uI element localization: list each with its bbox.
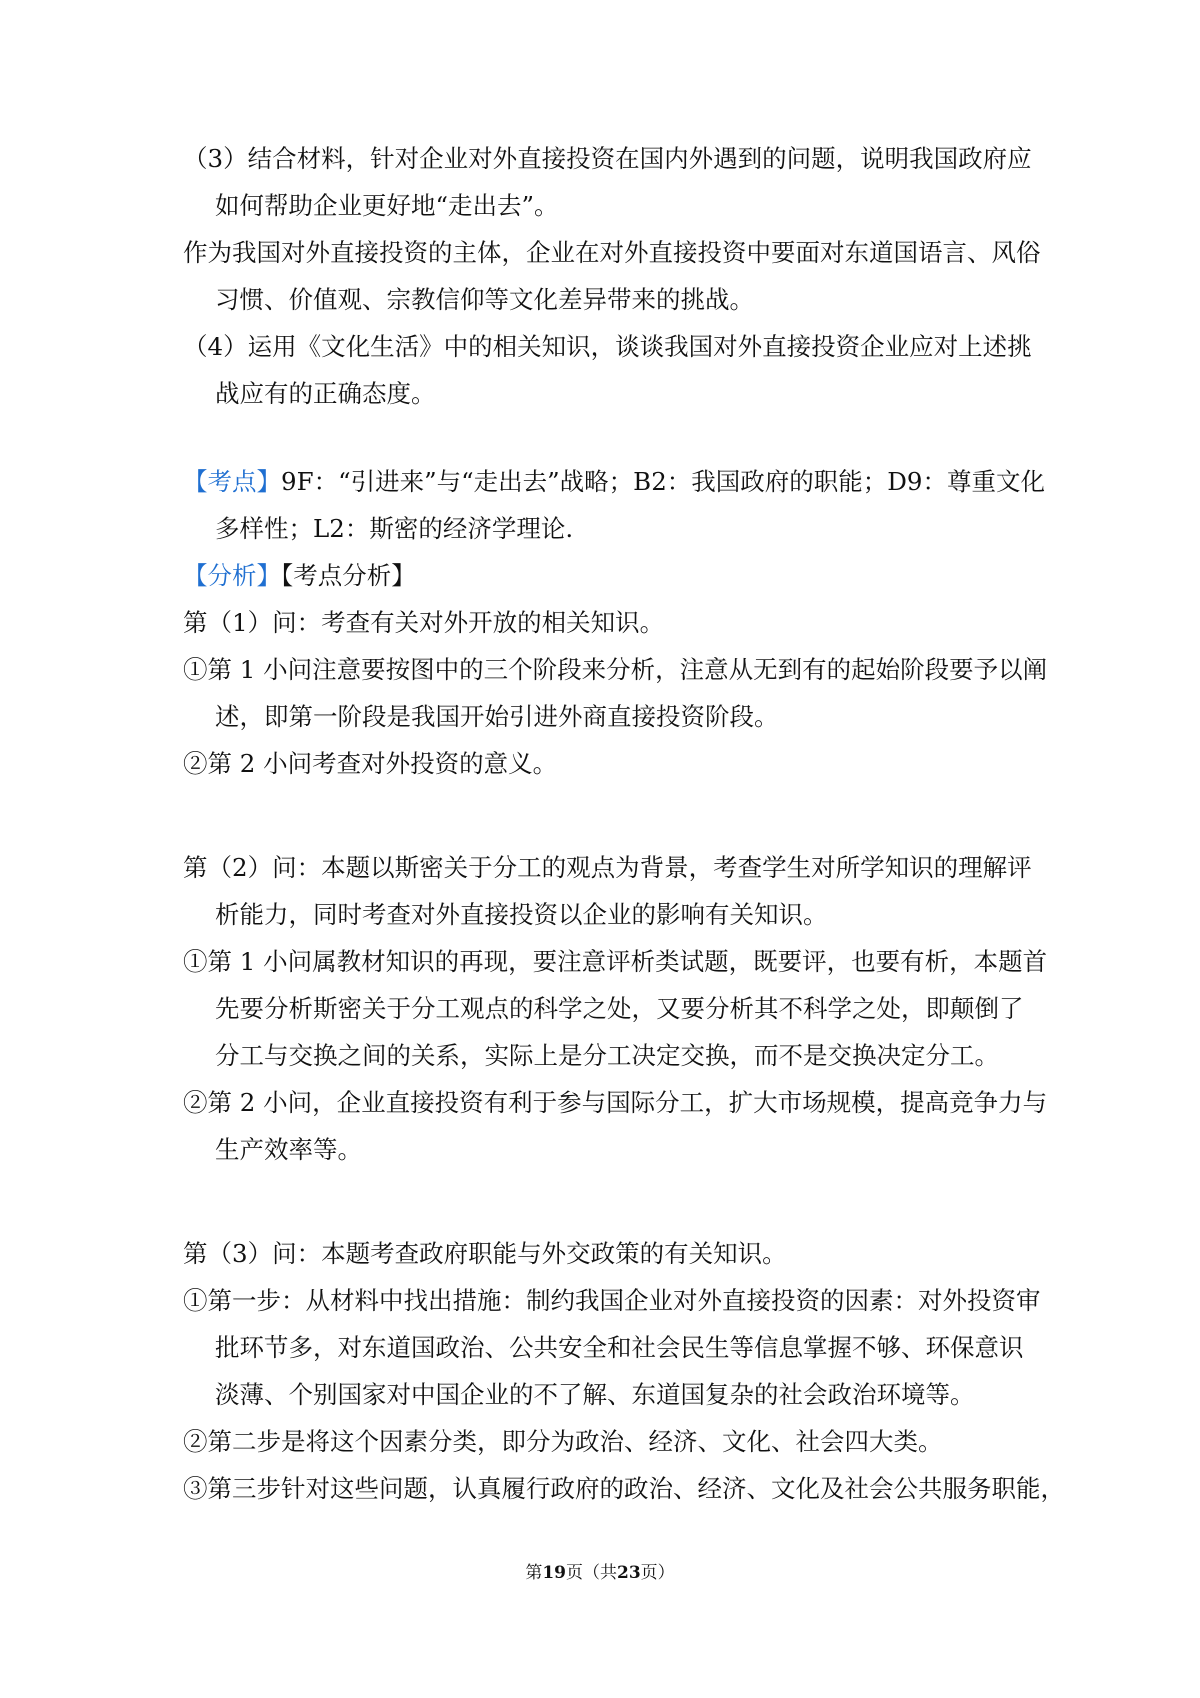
fenxi-label: 【考点分析】 (281, 561, 416, 590)
page-footer (0, 1562, 1200, 1584)
fenxi-line (183, 552, 1028, 599)
analysis-2-item-2-line-1: ②第 2 小问，企业直接投资有利于参与国际分工，扩大市场规模，提高竞争力与 (183, 1088, 1048, 1117)
material-paragraph (183, 229, 1041, 323)
material-line-2: 习惯、价值观、宗教信仰等文化差异带来的挑战。 (215, 285, 754, 314)
footer-middle: 页（共 (566, 1563, 617, 1583)
analysis-2-item-2-line-2: 生产效率等。 (215, 1135, 362, 1164)
analysis-2-head-line-1: 第（2）问：本题以斯密关于分工的观点为背景，考查学生对所学知识的理解评 (183, 853, 1032, 882)
fenxi-tag: 【分析】 (183, 561, 281, 590)
analysis-2-item-1-line-2: 先要分析斯密关于分工观点的科学之处，又要分析其不科学之处，即颠倒了 (215, 994, 1024, 1023)
analysis-2-item-1-line-1: ①第 1 小问属教材知识的再现，要注意评析类试题，既要评，也要有析，本题首 (183, 947, 1048, 976)
analysis-1-item-1-line-1: ①第 1 小问注意要按图中的三个阶段来分析，注意从无到有的起始阶段要予以阐 (183, 655, 1048, 684)
analysis-3 (183, 1230, 1065, 1512)
analysis-1-item-1-line-2: 述，即第一阶段是我国开始引进外商直接投资阶段。 (215, 702, 779, 731)
footer-page-number: 19 (542, 1563, 566, 1583)
question-4 (183, 323, 1032, 417)
footer-total-pages: 23 (617, 1563, 641, 1583)
analysis-2-item-1-line-3: 分工与交换之间的关系，实际上是分工决定交换，而不是交换决定分工。 (215, 1041, 999, 1070)
question-4-line-2: 战应有的正确态度。 (215, 379, 436, 408)
kaodian-section (183, 458, 1046, 552)
analysis-3-item-2: ②第二步是将这个因素分类，即分为政治、经济、文化、社会四大类。 (183, 1427, 943, 1456)
question-3-line-2: 如何帮助企业更好地“走出去”。 (215, 191, 559, 220)
kaodian-line-2: 多样性；L2：斯密的经济学理论. (215, 514, 574, 543)
analysis-3-item-1-line-3: 淡薄、个别国家对中国企业的不了解、东道国复杂的社会政治环境等。 (215, 1380, 975, 1409)
kaodian-line-1 (183, 458, 1046, 505)
analysis-3-head: 第（3）问：本题考查政府职能与外交政策的有关知识。 (183, 1239, 787, 1268)
question-3-line-1: （3）结合材料，针对企业对外直接投资在国内外遇到的问题，说明我国政府应 (183, 144, 1032, 173)
material-line-1: 作为我国对外直接投资的主体，企业在对外直接投资中要面对东道国语言、风俗 (183, 238, 1041, 267)
analysis-3-item-1-line-1: ①第一步：从材料中找出措施：制约我国企业对外直接投资的因素：对外投资审 (183, 1286, 1041, 1315)
analysis-2-head-line-2: 析能力，同时考查对外直接投资以企业的影响有关知识。 (215, 900, 828, 929)
question-4-line-1: （4）运用《文化生活》中的相关知识，谈谈我国对外直接投资企业应对上述挑 (183, 332, 1032, 361)
analysis-1 (183, 599, 1048, 787)
question-3 (183, 135, 1032, 229)
analysis-1-item-2: ②第 2 小问考查对外投资的意义。 (183, 749, 558, 778)
footer-suffix: 页） (640, 1563, 675, 1583)
kaodian-text: 9F：“引进来”与“走出去”战略；B2：我国政府的职能；D9：尊重文化 (281, 467, 1046, 496)
fenxi-section (183, 552, 1028, 599)
analysis-3-item-3: ③第三步针对这些问题，认真履行政府的政治、经济、文化及社会公共服务职能， (183, 1474, 1065, 1503)
kaodian-tag: 【考点】 (183, 467, 281, 496)
analysis-1-head: 第（1）问：考查有关对外开放的相关知识。 (183, 608, 665, 637)
analysis-2 (183, 844, 1048, 1173)
analysis-3-item-1-line-2: 批环节多，对东道国政治、公共安全和社会民生等信息掌握不够、环保意识 (215, 1333, 1024, 1362)
footer-prefix: 第 (525, 1563, 543, 1583)
